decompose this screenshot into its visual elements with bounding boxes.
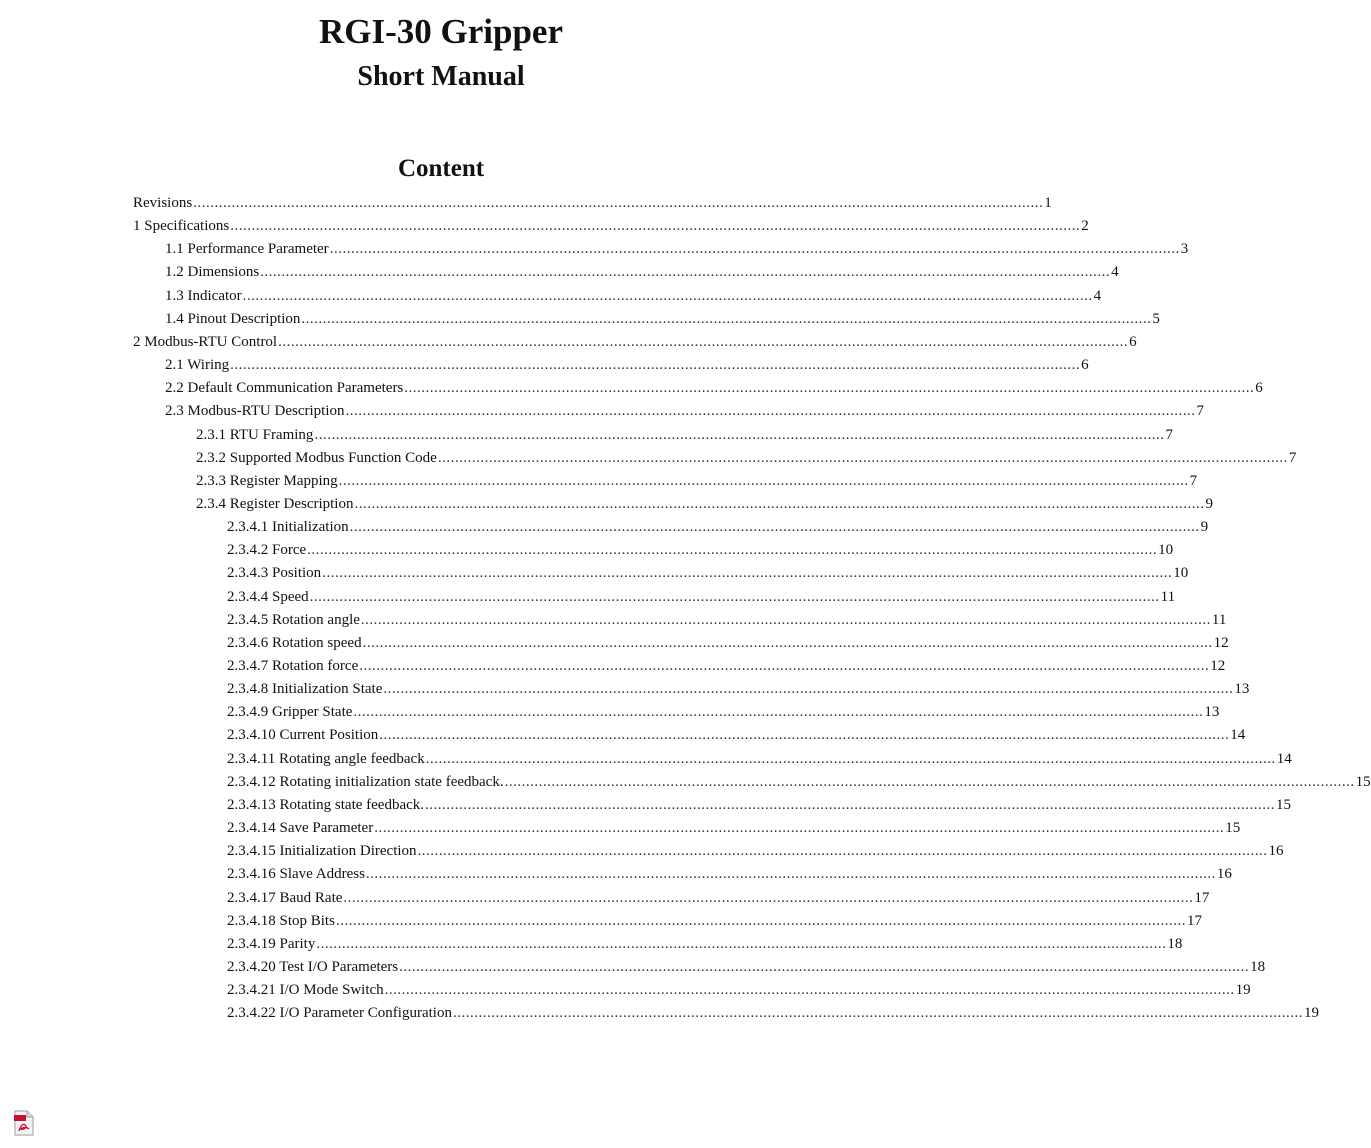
- toc-dot-leader: ........................................................................................................................................................................................................: [278, 334, 1129, 350]
- toc-entry-label: 2.3.4.5 Rotation angle: [227, 612, 360, 628]
- toc-entry[interactable]: [227, 933, 1183, 956]
- toc-entry-label: 2.3 Modbus-RTU Description: [165, 403, 345, 419]
- toc-entry[interactable]: [227, 724, 1246, 747]
- toc-entry-page: 6: [1255, 380, 1263, 396]
- toc-dot-leader: ........................................................................................................................................................................................................: [193, 195, 1044, 211]
- toc-dot-leader: ........................................................................................................................................................................................................: [504, 774, 1355, 790]
- toc-entry-page: 17: [1186, 913, 1202, 929]
- toc-entry[interactable]: [133, 215, 1089, 238]
- toc-dot-leader: ........................................................................................................................................................................................................: [338, 473, 1189, 489]
- toc-entry[interactable]: [133, 331, 1137, 354]
- toc-entry-page: 4: [1093, 288, 1102, 304]
- toc-dot-leader: ........................................................................................................................................................................................................: [230, 218, 1081, 234]
- toc-entry-page: 3: [1180, 241, 1189, 257]
- toc-dot-leader: ........................................................................................................................................................................................................: [301, 311, 1152, 327]
- toc-entry-label: Revisions: [133, 195, 193, 211]
- toc-entry-page: 17: [1194, 890, 1210, 906]
- toc-entry-label: 1 Specifications: [133, 218, 230, 234]
- toc-entry-label: 2.3.4.12 Rotating initialization state feedback.: [227, 774, 504, 790]
- toc-entry-page: 10: [1173, 565, 1189, 581]
- toc-dot-leader: ........................................................................................................................................................................................................: [360, 612, 1211, 628]
- toc-entry-page: 4: [1111, 264, 1119, 280]
- toc-dot-leader: ........................................................................................................................................................................................................: [345, 403, 1196, 419]
- toc-entry-label: 2.3.4.11 Rotating angle feedback: [227, 751, 425, 767]
- toc-entry[interactable]: [227, 586, 1176, 609]
- toc-entry-page: 13: [1234, 681, 1250, 697]
- toc-entry[interactable]: [227, 887, 1210, 910]
- toc-dot-leader: ........................................................................................................................................................................................................: [359, 658, 1210, 674]
- toc-dot-leader: ........................................................................................................................................................................................................: [316, 936, 1167, 952]
- toc-entry[interactable]: [165, 354, 1089, 377]
- toc-entry-page: 1: [1044, 195, 1052, 211]
- toc-dot-leader: ........................................................................................................................................................................................................: [354, 496, 1205, 512]
- toc-entry-page: 12: [1210, 658, 1226, 674]
- toc-entry-page: 13: [1204, 704, 1220, 720]
- document-subtitle: Short Manual: [357, 61, 525, 92]
- toc-entry-label: 2.3.4.8 Initialization State: [227, 681, 383, 697]
- toc-entry-label: 2.3.4.21 I/O Mode Switch: [227, 982, 384, 998]
- toc-dot-leader: ........................................................................................................................................................................................................: [362, 635, 1213, 651]
- toc-entry[interactable]: [227, 748, 1292, 771]
- toc-entry[interactable]: [227, 956, 1266, 979]
- toc-dot-leader: ........................................................................................................................................................................................................: [309, 589, 1160, 605]
- toc-entry[interactable]: [165, 238, 1189, 261]
- toc-entry-page: 14: [1230, 727, 1246, 743]
- toc-entry-label: 2.3.4.7 Rotation force: [227, 658, 359, 674]
- toc-dot-leader: ........................................................................................................................................................................................................: [230, 357, 1081, 373]
- toc-entry[interactable]: [227, 516, 1209, 539]
- toc-entry-page: 11: [1211, 612, 1227, 628]
- toc-entry-page: 7: [1165, 427, 1173, 443]
- toc-entry-label: 2.3.4.14 Save Parameter: [227, 820, 374, 836]
- toc-entry-page: 6: [1081, 357, 1089, 373]
- toc-entry[interactable]: [227, 817, 1241, 840]
- toc-dot-leader: ........................................................................................................................................................................................................: [417, 843, 1268, 859]
- toc-entry-label: 2.3.4.22 I/O Parameter Configuration: [227, 1005, 452, 1021]
- toc-entry-label: 2.3.4.3 Position: [227, 565, 322, 581]
- toc-entry[interactable]: [227, 1002, 1319, 1025]
- toc-entry-page: 15: [1276, 797, 1292, 813]
- toc-dot-leader: ........................................................................................................................................................................................................: [314, 427, 1165, 443]
- toc-entry[interactable]: [133, 192, 1052, 215]
- pdf-file-icon: [14, 1110, 34, 1136]
- toc-entry[interactable]: [165, 285, 1102, 308]
- toc-entry-page: 19: [1303, 1005, 1319, 1021]
- toc-entry[interactable]: [227, 678, 1250, 701]
- toc-entry-label: 2.3.4.13 Rotating state feedback.: [227, 797, 425, 813]
- toc-entry-label: 2.3.4.9 Gripper State: [227, 704, 353, 720]
- toc-entry[interactable]: [196, 447, 1297, 470]
- toc-entry[interactable]: [227, 979, 1251, 1002]
- toc-entry-page: 18: [1167, 936, 1183, 952]
- toc-entry-page: 15: [1225, 820, 1241, 836]
- toc-entry-page: 10: [1158, 542, 1174, 558]
- toc-entry-page: 18: [1250, 959, 1266, 975]
- toc-entry-label: 2.3.4.2 Force: [227, 542, 307, 558]
- toc-entry-label: 2.3.4.10 Current Position: [227, 727, 379, 743]
- toc-dot-leader: ........................................................................................................................................................................................................: [260, 264, 1111, 280]
- toc-entry-label: 1.2 Dimensions: [165, 264, 260, 280]
- toc-dot-leader: ........................................................................................................................................................................................................: [437, 450, 1288, 466]
- toc-entry-page: 5: [1152, 311, 1160, 327]
- toc-entry-page: 7: [1288, 450, 1297, 466]
- toc-entry[interactable]: [165, 308, 1160, 331]
- toc-entry-label: 2.3.4.1 Initialization: [227, 519, 349, 535]
- toc-entry-label: 2 Modbus-RTU Control: [133, 334, 278, 350]
- toc-dot-leader: ........................................................................................................................................................................................................: [399, 959, 1250, 975]
- toc-entry-label: 2.3.4.15 Initialization Direction: [227, 843, 417, 859]
- toc-entry-label: 2.3.3 Register Mapping: [196, 473, 338, 489]
- toc-entry[interactable]: [227, 910, 1202, 933]
- document-title: RGI-30 Gripper: [318, 12, 563, 51]
- toc-entry[interactable]: [227, 701, 1220, 724]
- toc-entry-page: 7: [1196, 403, 1205, 419]
- toc-dot-leader: ........................................................................................................................................................................................................: [365, 866, 1216, 882]
- toc-entry[interactable]: [227, 655, 1226, 678]
- toc-entry-page: 6: [1129, 334, 1137, 350]
- toc-entry-label: 2.3.4.16 Slave Address: [227, 866, 365, 882]
- toc-dot-leader: ........................................................................................................................................................................................................: [349, 519, 1200, 535]
- toc-entry-label: 1.1 Performance Parameter: [165, 241, 329, 257]
- toc-entry-label: 2.3.4 Register Description: [196, 496, 354, 512]
- toc-entry-label: 2.3.4.17 Baud Rate: [227, 890, 343, 906]
- toc-entry-label: 1.3 Indicator: [165, 288, 242, 304]
- toc-entry[interactable]: [227, 771, 1371, 794]
- toc-dot-leader: ........................................................................................................................................................................................................: [335, 913, 1186, 929]
- toc-entry-page: 15: [1355, 774, 1371, 790]
- toc-entry[interactable]: [227, 840, 1284, 863]
- toc-entry[interactable]: [227, 609, 1227, 632]
- toc-dot-leader: ........................................................................................................................................................................................................: [383, 681, 1234, 697]
- toc-entry[interactable]: [196, 493, 1213, 516]
- toc-entry-page: 9: [1200, 519, 1209, 535]
- toc-entry-label: 2.3.2 Supported Modbus Function Code: [196, 450, 437, 466]
- toc-dot-leader: ........................................................................................................................................................................................................: [452, 1005, 1303, 1021]
- toc-dot-leader: ........................................................................................................................................................................................................: [242, 288, 1093, 304]
- toc-entry-page: 2: [1081, 218, 1089, 234]
- toc-entry[interactable]: [165, 377, 1263, 400]
- toc-entry[interactable]: [165, 261, 1119, 284]
- toc-dot-leader: ........................................................................................................................................................................................................: [425, 751, 1276, 767]
- toc-entry-page: 7: [1189, 473, 1198, 489]
- toc-dot-leader: ........................................................................................................................................................................................................: [322, 565, 1173, 581]
- toc-dot-leader: ........................................................................................................................................................................................................: [379, 727, 1230, 743]
- toc-entry-page: 9: [1205, 496, 1213, 512]
- toc-entry-page: 11: [1160, 589, 1176, 605]
- toc-entry[interactable]: [196, 424, 1173, 447]
- toc-dot-leader: ........................................................................................................................................................................................................: [384, 982, 1235, 998]
- toc-entry-page: 14: [1276, 751, 1292, 767]
- toc-entry-label: 2.2 Default Communication Parameters: [165, 380, 404, 396]
- toc-dot-leader: ........................................................................................................................................................................................................: [329, 241, 1180, 257]
- toc-entry-page: 12: [1213, 635, 1229, 651]
- toc-entry-label: 2.3.4.19 Parity: [227, 936, 316, 952]
- toc-entry[interactable]: [227, 794, 1292, 817]
- toc-entry-label: 2.3.4.18 Stop Bits: [227, 913, 335, 929]
- toc-entry-label: 1.4 Pinout Description: [165, 311, 301, 327]
- toc-entry[interactable]: [227, 863, 1232, 886]
- toc-entry-label: 2.3.4.4 Speed: [227, 589, 309, 605]
- toc-entry[interactable]: [196, 470, 1198, 493]
- toc-entry-page: 19: [1235, 982, 1251, 998]
- toc-entry-label: 2.1 Wiring: [165, 357, 230, 373]
- toc-dot-leader: ........................................................................................................................................................................................................: [374, 820, 1225, 836]
- toc-dot-leader: ........................................................................................................................................................................................................: [353, 704, 1204, 720]
- toc-entry[interactable]: [227, 562, 1189, 585]
- toc-entry-label: 2.3.4.20 Test I/O Parameters: [227, 959, 399, 975]
- toc-dot-leader: ........................................................................................................................................................................................................: [404, 380, 1255, 396]
- toc-entry-page: 16: [1216, 866, 1232, 882]
- toc-entry-label: 2.3.4.6 Rotation speed: [227, 635, 362, 651]
- toc-entry-label: 2.3.1 RTU Framing: [196, 427, 314, 443]
- toc-entry-page: 16: [1268, 843, 1284, 859]
- toc-entry[interactable]: [227, 632, 1229, 655]
- toc-dot-leader: ........................................................................................................................................................................................................: [307, 542, 1158, 558]
- toc-dot-leader: ........................................................................................................................................................................................................: [425, 797, 1276, 813]
- toc-entry[interactable]: [227, 539, 1174, 562]
- toc-entry[interactable]: [165, 400, 1205, 423]
- toc-heading: Content: [397, 155, 485, 182]
- toc-dot-leader: ........................................................................................................................................................................................................: [343, 890, 1194, 906]
